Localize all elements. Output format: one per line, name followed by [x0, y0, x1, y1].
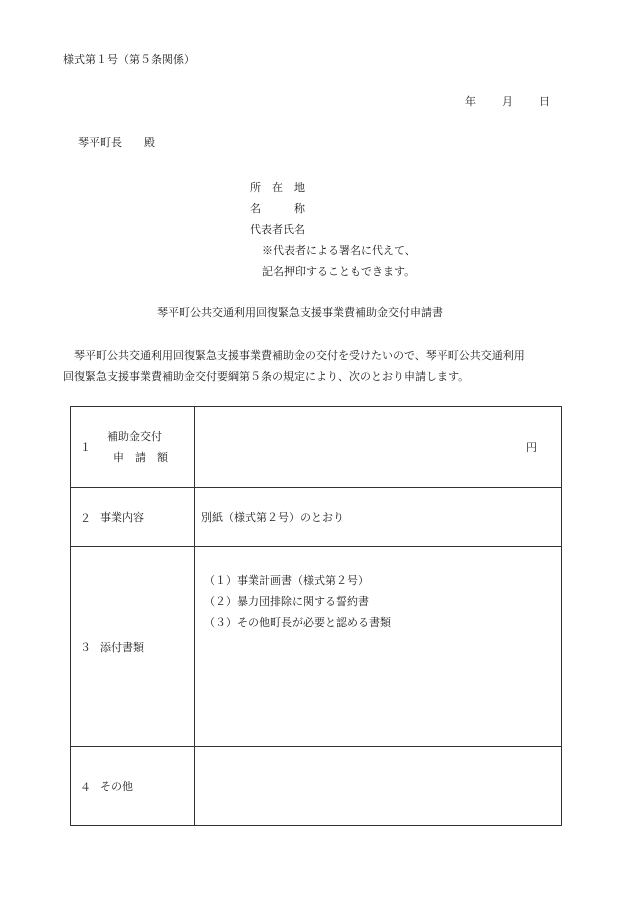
address-label: 所 在 地	[250, 181, 305, 194]
other-label: その他	[100, 780, 133, 793]
table-row	[71, 747, 562, 826]
attachments-label-cell	[71, 547, 195, 747]
signature-note-line2: 記名押印することもできます。	[262, 265, 416, 278]
other-label-cell	[71, 747, 195, 826]
business-content-field[interactable]	[195, 488, 562, 547]
row-number: １	[80, 441, 91, 454]
signature-note-line1: ※代表者による署名に代えて、	[262, 244, 416, 257]
list-item: （１）事業計画書（様式第２号）	[204, 574, 369, 587]
date-year: 年	[465, 95, 476, 108]
amount-field[interactable]	[195, 407, 562, 488]
document-title: 琴平町公共交通利用回復緊急支援事業費補助金交付申請書	[157, 306, 443, 319]
list-item: （３）その他町長が必要と認める書類	[204, 616, 391, 629]
business-label: 事業内容	[100, 511, 144, 524]
attachments-list	[204, 570, 391, 633]
table-row	[71, 407, 562, 488]
body-line2: 回復緊急支援事業費補助金交付要綱第５条の規定により、次のとおり申請します。	[63, 370, 470, 383]
applicant-block	[250, 177, 416, 282]
addressee	[78, 134, 155, 150]
name-label: 名 称	[250, 202, 305, 215]
other-field[interactable]	[195, 747, 562, 826]
body-line1: 琴平町公共交通利用回復緊急支援事業費補助金の交付を受けたいので、琴平町公共交通利用	[74, 349, 525, 362]
row-number: ４	[80, 781, 91, 794]
addressee-honorific: 殿	[144, 136, 155, 149]
amount-label-line1: 補助金交付	[107, 430, 162, 443]
business-content-value: 別紙（様式第２号）のとおり	[201, 511, 344, 524]
body-text	[63, 345, 563, 387]
amount-label-cell	[71, 407, 195, 488]
application-table	[70, 406, 562, 826]
table-row	[71, 547, 562, 747]
row-number: ３	[80, 641, 91, 654]
date-line	[465, 93, 550, 109]
date-month: 月	[502, 95, 513, 108]
table-row	[71, 488, 562, 547]
attachments-field[interactable]	[195, 547, 562, 747]
date-day: 日	[539, 95, 550, 108]
amount-label-line2: 申 請 額	[113, 451, 168, 464]
attachments-label: 添付書類	[100, 640, 144, 654]
form-number: 様式第１号（第５条関係）	[63, 53, 195, 66]
list-item: （２）暴力団排除に関する誓約書	[204, 595, 369, 608]
addressee-name: 琴平町長	[78, 136, 122, 149]
business-label-cell	[71, 488, 195, 547]
row-number: ２	[80, 512, 91, 525]
representative-label: 代表者氏名	[250, 223, 305, 236]
yen-unit: 円	[526, 441, 537, 454]
